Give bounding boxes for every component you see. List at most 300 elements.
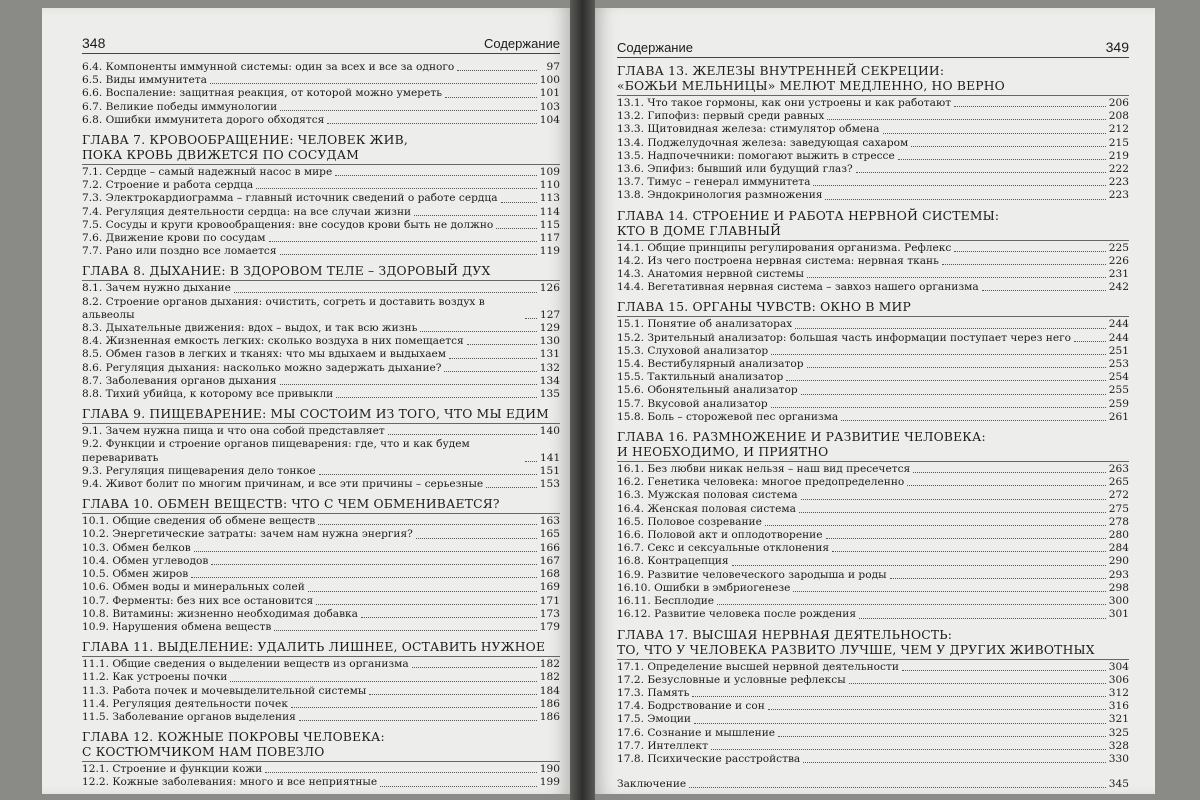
- leader-dots: [768, 709, 1106, 710]
- toc-entry-label: 8.1. Зачем нужно дыхание: [82, 282, 231, 295]
- toc-entry-page: 206: [1108, 97, 1129, 109]
- toc-entry-page: 212: [1108, 123, 1129, 136]
- toc-entry[interactable]: [617, 371, 1129, 384]
- toc-entry-label: 13.3. Щитовидная железа: стимулятор обмена: [617, 123, 880, 136]
- leader-dots: [412, 667, 537, 668]
- toc-entry[interactable]: [82, 711, 560, 724]
- leader-dots: [954, 251, 1105, 252]
- chapter-title-line: ГЛАВА 11. ВЫДЕЛЕНИЕ: УДАЛИТЬ ЛИШНЕЕ, ОСТАВИТЬ НУЖНОЕ: [82, 640, 546, 655]
- leader-dots: [280, 254, 537, 255]
- toc-entry-label: 17.1. Определение высшей нервной деятельности: [617, 660, 899, 673]
- toc-entry-label: 14.3. Анатомия нервной системы: [617, 268, 804, 281]
- leader-dots: [194, 551, 537, 552]
- chapter-heading: [617, 64, 1129, 94]
- toc-entry-page: 255: [1108, 384, 1129, 397]
- toc-entry[interactable]: [617, 476, 1129, 489]
- leader-dots: [732, 565, 1106, 566]
- leader-dots: [525, 461, 537, 462]
- chapter-title-line: ПОКА КРОВЬ ДВИЖЕТСЯ ПО СОСУДАМ: [82, 148, 360, 163]
- leader-dots: [799, 512, 1106, 513]
- toc-entry[interactable]: [617, 163, 1129, 176]
- toc-entry[interactable]: [617, 713, 1129, 726]
- leader-dots: [807, 367, 1106, 368]
- toc-entry-label: 7.7. Рано или поздно все ломается: [82, 245, 277, 258]
- chapter-title-line: И НЕОБХОДИМО, И ПРИЯТНО: [617, 445, 829, 460]
- toc-entry[interactable]: [82, 478, 560, 491]
- toc-entry-label: 7.1. Сердце – самый надежный насос в мире: [82, 166, 333, 179]
- toc-entry-label: 10.7. Ферменты: без них все остановится: [82, 594, 314, 607]
- toc-entry[interactable]: [82, 581, 560, 594]
- leader-dots: [380, 786, 537, 787]
- leader-dots: [832, 551, 1106, 552]
- toc-entry-label: 7.2. Строение и работа сердца: [82, 179, 254, 192]
- toc-entry-page: 272: [1108, 489, 1129, 502]
- toc-entry-page: 304: [1108, 660, 1129, 673]
- toc-entry-label: 16.5. Половое созревание: [617, 515, 762, 528]
- toc-entry[interactable]: [82, 375, 560, 388]
- toc-entry-page: 259: [1108, 397, 1129, 410]
- toc-entry[interactable]: [82, 465, 560, 478]
- toc-entry-page: 140: [539, 425, 560, 438]
- leader-dots: [414, 215, 537, 216]
- toc-entry[interactable]: [82, 388, 560, 401]
- toc-entry-label: 8.3. Дыхательные движения: вдох – выдох, и так всю жизнь: [82, 322, 418, 335]
- toc-entry-page: 244: [1108, 318, 1129, 331]
- toc-entry-label: 16.4. Женская половая система: [617, 502, 796, 515]
- toc-entry[interactable]: [82, 101, 560, 114]
- toc-entry[interactable]: [617, 687, 1129, 700]
- toc-entry[interactable]: [617, 150, 1129, 163]
- toc-entry-page: 135: [539, 388, 560, 401]
- toc-entries: [82, 423, 560, 491]
- toc-entry-label: 10.8. Витамины: жизненно необходимая добавка: [82, 607, 358, 620]
- leader-dots: [211, 564, 536, 565]
- toc-entry-label: 12.1. Строение и функции кожи: [82, 763, 263, 776]
- toc-entry-label: 11.4. Регуляция деятельности почек: [82, 697, 288, 710]
- leader-dots: [859, 618, 1106, 619]
- toc-entry-page: 169: [539, 581, 560, 594]
- toc-entry[interactable]: [82, 87, 560, 100]
- toc-entry-page: 126: [539, 282, 560, 295]
- chapter-heading: [82, 264, 560, 279]
- leader-dots: [793, 591, 1105, 592]
- toc-entry-label: 17.6. Сознание и мышление: [617, 726, 776, 739]
- toc-entry-page: 186: [539, 697, 560, 710]
- toc-entry[interactable]: [82, 206, 560, 219]
- toc-entry[interactable]: [82, 61, 560, 74]
- toc-entry[interactable]: [617, 123, 1129, 136]
- leader-dots: [692, 696, 1105, 697]
- toc-entry-label: 15.7. Вкусовой анализатор: [617, 397, 768, 410]
- toc-entry-label: 16.2. Генетика человека: многое предопределенно: [617, 476, 905, 489]
- toc-entry[interactable]: [617, 268, 1129, 281]
- toc-entry-label: 16.1. Без любви никак нельзя – наш вид пресечется: [617, 463, 911, 476]
- toc-entry-label: 15.8. Боль – сторожевой пес организма: [617, 410, 839, 423]
- toc-entry-page: 100: [539, 74, 560, 87]
- toc-entry[interactable]: [82, 219, 560, 232]
- toc-entry-label: 13.4. Поджелудочная железа: заведующая сахаром: [617, 136, 909, 149]
- toc-entry-conclusion[interactable]: [617, 778, 1129, 791]
- toc-entry[interactable]: [617, 740, 1129, 753]
- toc-entry-page: 165: [539, 528, 560, 541]
- toc-entry[interactable]: [617, 318, 1129, 331]
- toc-entry-label: 6.8. Ошибки иммунитета дорого обходятся: [82, 113, 325, 126]
- toc-entry-page: 190: [539, 763, 560, 776]
- page-number-left: 348: [82, 35, 106, 51]
- running-head-title-right: Содержание: [617, 40, 693, 55]
- toc-entry-label: 6.6. Воспаление: защитная реакция, от которой можно умереть: [82, 87, 442, 100]
- toc-entry-label: 9.1. Зачем нужна пища и что она собой представляет: [82, 425, 385, 438]
- toc-entry[interactable]: [617, 555, 1129, 568]
- toc-entry[interactable]: [82, 542, 560, 555]
- toc-entry-page: 261: [1108, 410, 1129, 423]
- toc-entry[interactable]: [617, 281, 1129, 294]
- toc-entry-page: 114: [539, 205, 560, 218]
- leader-dots: [907, 485, 1105, 486]
- toc-entry[interactable]: [617, 569, 1129, 582]
- toc-entry-page: 284: [1108, 542, 1129, 555]
- toc-entry-page: 101: [539, 87, 560, 100]
- toc-entry[interactable]: [82, 621, 560, 634]
- toc-entry-page: 265: [1108, 476, 1129, 489]
- toc-entry-label: 15.1. Понятие об анализаторах: [617, 318, 793, 331]
- leader-dots: [911, 146, 1105, 147]
- toc-entry[interactable]: [617, 700, 1129, 713]
- toc-entry[interactable]: [82, 166, 560, 179]
- toc-entry-page: 316: [1108, 700, 1129, 713]
- toc-entry-page: 345: [1108, 778, 1129, 791]
- leader-dots: [335, 175, 537, 176]
- toc-entries: [617, 659, 1129, 767]
- toc-entry[interactable]: [82, 608, 560, 621]
- chapter-title-line: ГЛАВА 8. ДЫХАНИЕ: В ЗДОРОВОМ ТЕЛЕ – ЗДОРОВЫЙ ДУХ: [82, 264, 491, 279]
- toc-entry[interactable]: [82, 348, 560, 361]
- toc-entry[interactable]: [82, 595, 560, 608]
- toc-entry-label: 16.3. Мужская половая система: [617, 489, 798, 502]
- toc-entry-page: 182: [539, 671, 560, 684]
- leader-dots: [771, 407, 1106, 408]
- leader-dots: [486, 487, 537, 488]
- toc-entry-page: 109: [539, 166, 560, 179]
- toc-left: [82, 60, 560, 790]
- toc-entry-label: 8.2. Строение органов дыхания: очистить, согреть и доставить воздух в альвеолы: [82, 295, 485, 321]
- toc-entry-page: 275: [1108, 502, 1129, 515]
- toc-entry[interactable]: [82, 763, 560, 776]
- toc-entry-label: 11.3. Работа почек и мочевыделительной системы: [82, 684, 367, 697]
- toc-entry-page: 208: [1108, 110, 1129, 123]
- leader-dots: [234, 292, 537, 293]
- leader-dots: [954, 106, 1106, 107]
- toc-entry[interactable]: [82, 114, 560, 127]
- toc-entry[interactable]: [82, 658, 560, 671]
- leader-dots: [795, 328, 1106, 329]
- toc-entry[interactable]: [82, 335, 560, 348]
- toc-entry-page: 134: [539, 374, 560, 387]
- toc-entry-label: 7.5. Сосуды и круги кровообращения: вне сосудов крови быть не должно: [82, 218, 494, 231]
- toc-entry[interactable]: [617, 411, 1129, 424]
- toc-entry-page: 306: [1108, 673, 1129, 686]
- toc-entry-label: 10.9. Нарушения обмена веществ: [82, 620, 272, 633]
- toc-entry[interactable]: [617, 727, 1129, 740]
- toc-entries: [82, 656, 560, 724]
- toc-entry-label: 8.4. Жизненная емкость легких: сколько воздуха в них помещается: [82, 335, 464, 348]
- leader-dots: [801, 394, 1106, 395]
- toc-entry-label: 10.4. Обмен углеводов: [82, 554, 209, 567]
- leader-dots: [902, 670, 1106, 671]
- toc-entry-label: 7.3. Электрокардиограмма – главный источник сведений о работе сердца: [82, 192, 498, 205]
- toc-entry[interactable]: [82, 568, 560, 581]
- toc-entry[interactable]: [82, 282, 560, 295]
- toc-entry[interactable]: [617, 110, 1129, 123]
- toc-entry-page: 141: [540, 451, 561, 464]
- running-head-left: [82, 24, 560, 54]
- toc-entry[interactable]: [82, 296, 560, 322]
- toc-entry-label: 10.3. Обмен белков: [82, 541, 191, 554]
- toc-entry-page: 321: [1108, 713, 1129, 726]
- toc-entry-page: 129: [539, 322, 560, 335]
- leader-dots: [316, 604, 537, 605]
- leader-dots: [786, 380, 1106, 381]
- leader-dots: [711, 749, 1106, 750]
- toc-entry-page: 182: [539, 658, 560, 671]
- toc-entry[interactable]: [617, 189, 1129, 202]
- toc-entry[interactable]: [617, 463, 1129, 476]
- toc-entry-label: 12.2. Кожные заболевания: много и все неприятные: [82, 776, 378, 789]
- leader-dots: [496, 228, 536, 229]
- toc-entry-page: 130: [539, 335, 560, 348]
- leader-dots: [942, 264, 1106, 265]
- toc-entries: [617, 240, 1129, 295]
- leader-dots: [299, 720, 537, 721]
- toc-entry-label: 8.6. Регуляция дыхания: насколько можно задержать дыхание?: [82, 361, 442, 374]
- toc-entry-label: 10.2. Энергетические затраты: зачем нам нужна энергия?: [82, 528, 413, 541]
- toc-entry-label: 6.7. Великие победы иммунологии: [82, 100, 278, 113]
- toc-entry-label: 11.2. Как устроены почки: [82, 671, 228, 684]
- toc-entry[interactable]: [617, 503, 1129, 516]
- leader-dots: [803, 762, 1106, 763]
- toc-entry-label: 14.4. Вегетативная нервная система – завхоз нашего организма: [617, 281, 979, 294]
- leader-dots: [849, 683, 1106, 684]
- toc-entry[interactable]: [82, 245, 560, 258]
- toc-entry-label: 16.9. Развитие человеческого зародыша и роды: [617, 568, 887, 581]
- leader-dots: [274, 630, 536, 631]
- leader-dots: [457, 70, 537, 71]
- toc-entry[interactable]: [617, 332, 1129, 345]
- toc-entry[interactable]: [82, 685, 560, 698]
- toc-entry[interactable]: [617, 398, 1129, 411]
- chapter-title-line: ГЛАВА 10. ОБМЕН ВЕЩЕСТВ: ЧТО С ЧЕМ ОБМЕНИВАЕТСЯ?: [82, 497, 500, 512]
- toc-entry[interactable]: [617, 255, 1129, 268]
- toc-entry[interactable]: [82, 425, 560, 438]
- toc-entry-page: 290: [1108, 555, 1129, 568]
- toc-entries: [617, 316, 1129, 424]
- toc-entry-label: 15.3. Слуховой анализатор: [617, 344, 769, 357]
- chapter-title-line: ГЛАВА 16. РАЗМНОЖЕНИЕ И РАЗВИТИЕ ЧЕЛОВЕКА:: [617, 430, 986, 445]
- toc-entry[interactable]: [617, 489, 1129, 502]
- leader-dots: [361, 617, 537, 618]
- toc-entry-page: 163: [539, 515, 560, 528]
- chapter-heading: [617, 430, 1129, 460]
- toc-entry-page: 278: [1108, 515, 1129, 528]
- leader-dots: [841, 420, 1106, 421]
- toc-entries: [82, 761, 560, 789]
- leader-dots: [420, 331, 536, 332]
- toc-entry[interactable]: [617, 97, 1129, 110]
- chapter-title-line: ГЛАВА 15. ОРГАНЫ ЧУВСТВ: ОКНО В МИР: [617, 300, 911, 315]
- toc-entry[interactable]: [617, 661, 1129, 674]
- leader-dots: [1074, 341, 1106, 342]
- toc-entry-page: 231: [1108, 268, 1129, 281]
- toc-entry[interactable]: [617, 674, 1129, 687]
- leader-dots: [913, 472, 1106, 473]
- toc-entry[interactable]: [82, 438, 560, 464]
- toc-entry-page: 127: [540, 308, 561, 321]
- toc-entry-label: 10.6. Обмен воды и минеральных солей: [82, 581, 305, 594]
- leader-dots: [778, 736, 1106, 737]
- toc-entry-page: 222: [1108, 163, 1129, 176]
- book-fold: [570, 0, 595, 800]
- toc-entry[interactable]: [82, 528, 560, 541]
- toc-entry-label: 17.8. Психические расстройства: [617, 752, 801, 765]
- leader-dots: [467, 344, 537, 345]
- toc-entry[interactable]: [617, 242, 1129, 255]
- toc-entry-label: 15.4. Вестибулярный анализатор: [617, 358, 804, 371]
- toc-entry-page: 254: [1108, 371, 1129, 384]
- toc-entry-page: 186: [539, 710, 560, 723]
- toc-entry-page: 242: [1108, 281, 1129, 294]
- leader-dots: [265, 772, 537, 773]
- leader-dots: [256, 188, 537, 189]
- leader-dots: [445, 97, 537, 98]
- toc-entry-label: 17.4. Бодрствование и сон: [617, 700, 765, 713]
- toc-entry-label: 16.12. Развитие человека после рождения: [617, 608, 857, 621]
- toc-entry-page: 119: [539, 245, 560, 258]
- toc-entry-label: 14.2. Из чего построена нервная система: нервная ткань: [617, 254, 939, 267]
- toc-entry-label: 17.2. Безусловные и условные рефлексы: [617, 673, 846, 686]
- leader-dots: [318, 524, 537, 525]
- leader-dots: [801, 499, 1106, 500]
- toc-entry[interactable]: [82, 776, 560, 789]
- toc-entry[interactable]: [617, 345, 1129, 358]
- toc-entry[interactable]: [82, 515, 560, 528]
- chapter-title-line: ГЛАВА 7. КРОВООБРАЩЕНИЕ: ЧЕЛОВЕК ЖИВ,: [82, 133, 408, 148]
- toc-entry-label: 13.6. Эпифиз: бывший или будущий глаз?: [617, 163, 853, 176]
- toc-entry-page: 253: [1108, 358, 1129, 371]
- toc-entry-page: 115: [539, 218, 560, 231]
- leader-dots: [825, 199, 1105, 200]
- toc-entry-page: 168: [539, 568, 560, 581]
- left-page: [42, 8, 570, 794]
- toc-entry-page: 110: [539, 179, 560, 192]
- toc-entry[interactable]: [82, 322, 560, 335]
- toc-entry[interactable]: [617, 358, 1129, 371]
- toc-entry[interactable]: [617, 176, 1129, 189]
- toc-entry-page: 166: [539, 541, 560, 554]
- chapter-title-line: ГЛАВА 14. СТРОЕНИЕ И РАБОТА НЕРВНОЙ СИСТЕМЫ:: [617, 208, 1000, 223]
- leader-dots: [319, 474, 537, 475]
- leader-dots: [771, 354, 1106, 355]
- toc-entry[interactable]: [82, 179, 560, 192]
- chapter-heading: [617, 300, 1129, 315]
- toc-entry[interactable]: [82, 555, 560, 568]
- chapter-title-line: С КОСТЮМЧИКОМ НАМ ПОВЕЗЛО: [82, 745, 325, 760]
- right-page: [595, 8, 1155, 794]
- toc-entry[interactable]: [617, 384, 1129, 397]
- leader-dots: [765, 525, 1106, 526]
- chapter-heading: [82, 640, 560, 655]
- leader-dots: [890, 578, 1106, 579]
- toc-entry-label: 7.6. Движение крови по сосудам: [82, 232, 266, 245]
- toc-entry-label: 14.1. Общие принципы регулирования организма. Рефлекс: [617, 241, 952, 254]
- toc-entry-label: 16.10. Ошибки в эмбриогенезе: [617, 581, 791, 594]
- leader-dots: [856, 172, 1106, 173]
- toc-entry-page: 215: [1108, 136, 1129, 149]
- toc-entry-page: 179: [539, 620, 560, 633]
- toc-entry[interactable]: [617, 516, 1129, 529]
- toc-entry-page: 251: [1108, 344, 1129, 357]
- toc-entry-page: 330: [1108, 752, 1129, 765]
- toc-entry[interactable]: [617, 137, 1129, 150]
- toc-entry[interactable]: [617, 582, 1129, 595]
- toc-entry-page: 113: [539, 192, 560, 205]
- leader-dots: [280, 384, 537, 385]
- leader-dots: [336, 397, 537, 398]
- toc-entry-page: 312: [1108, 686, 1129, 699]
- toc-entry-page: 199: [539, 776, 560, 789]
- toc-entry[interactable]: [617, 529, 1129, 542]
- toc-entry-label: 11.5. Заболевание органов выделения: [82, 710, 296, 723]
- toc-entry-label: 13.8. Эндокринология размножения: [617, 189, 823, 202]
- leader-dots: [826, 538, 1106, 539]
- toc-entry-label: 10.5. Обмен жиров: [82, 568, 189, 581]
- toc-entry-label: 8.8. Тихий убийца, к которому все привыкли: [82, 388, 334, 401]
- toc-entry-page: 223: [1108, 176, 1129, 189]
- toc-entry[interactable]: [617, 595, 1129, 608]
- leader-dots: [269, 241, 537, 242]
- leader-dots: [280, 110, 537, 111]
- toc-entry[interactable]: [617, 542, 1129, 555]
- toc-entry[interactable]: [617, 608, 1129, 621]
- leader-dots: [813, 185, 1105, 186]
- toc-entry-label: 8.7. Заболевания органов дыхания: [82, 374, 277, 387]
- toc-entry-page: 117: [539, 232, 560, 245]
- chapter-title-line: ГЛАВА 9. ПИЩЕВАРЕНИЕ: МЫ СОСТОИМ ИЗ ТОГО, ЧТО МЫ ЕДИМ: [82, 407, 549, 422]
- leader-dots: [230, 681, 536, 682]
- chapter-heading: [82, 730, 560, 760]
- toc-entry-page: 173: [539, 607, 560, 620]
- chapter-heading: [82, 497, 560, 512]
- toc-entry[interactable]: [82, 192, 560, 205]
- leader-dots: [501, 202, 537, 203]
- chapter-heading: [82, 407, 560, 422]
- leader-dots: [291, 707, 537, 708]
- leader-dots: [327, 123, 536, 124]
- toc-entry[interactable]: [82, 362, 560, 375]
- toc-entry-label: 15.6. Обонятельный анализатор: [617, 384, 798, 397]
- toc-entry-label: 17.3. Память: [617, 686, 690, 699]
- toc-entry-label: 17.5. Эмоции: [617, 713, 691, 726]
- toc-entry[interactable]: [82, 232, 560, 245]
- toc-entry[interactable]: [82, 698, 560, 711]
- toc-entry[interactable]: [617, 753, 1129, 766]
- toc-entry[interactable]: [82, 671, 560, 684]
- toc-entry[interactable]: [82, 74, 560, 87]
- running-head-right: [617, 28, 1129, 58]
- toc-entry-page: 225: [1108, 241, 1129, 254]
- chapter-heading: [82, 133, 560, 163]
- chapter-title-line: ГЛАВА 17. ВЫСШАЯ НЕРВНАЯ ДЕЯТЕЛЬНОСТЬ:: [617, 627, 953, 642]
- toc-entry-page: 280: [1108, 529, 1129, 542]
